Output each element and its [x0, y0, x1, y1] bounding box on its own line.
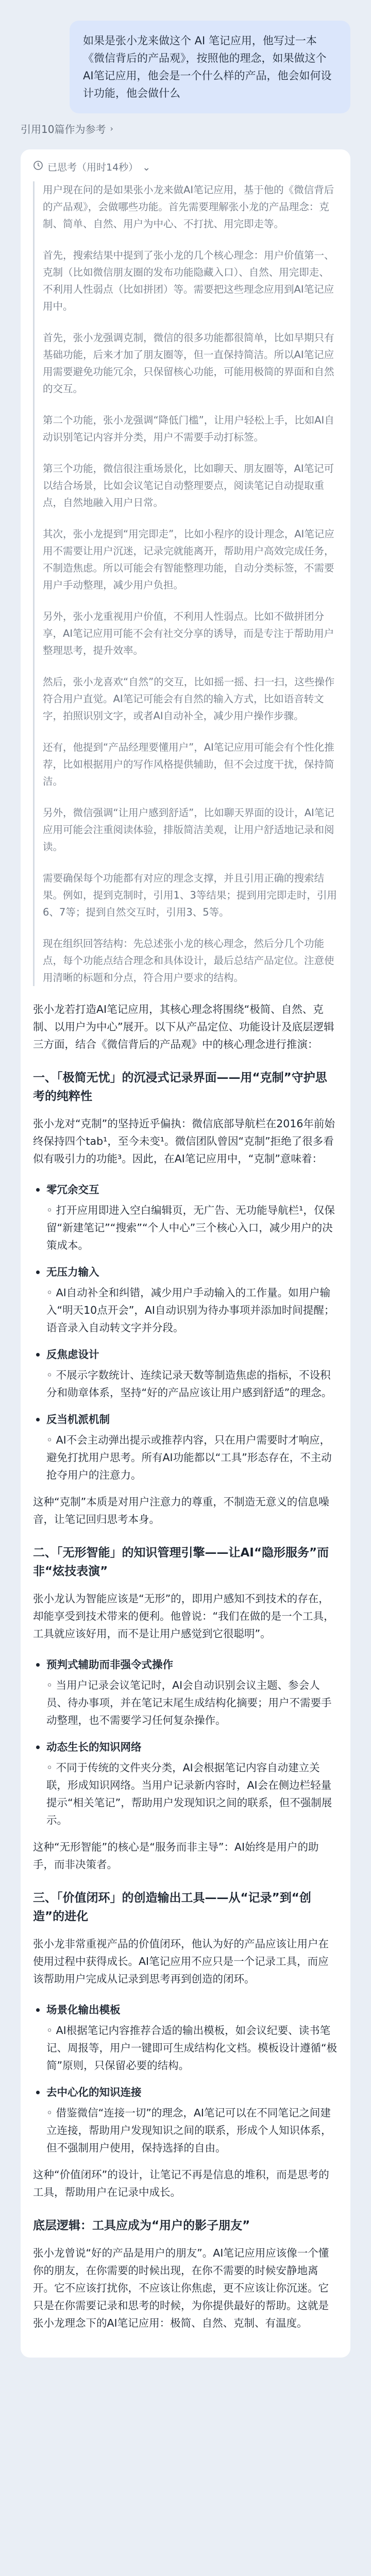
item-text: ◦ 打开应用即进入空白编辑页，无广告、无功能导航栏¹，仅保留“新建笔记”“搜索”“个人中心”三个核心入口，减少用户的决策成本。: [46, 1201, 338, 1254]
item-text: ◦ 不展示字数统计、连续记录天数等制造焦虑的指标，不设积分和勋章体系，坚持“好的产品应该让用户感到舒适”的理念。: [46, 1366, 338, 1401]
section-lead: 张小龙认为智能应该是“无形”的，即用户感知不到技术的存在，却能享受到技术带来的便利。他曾说：“我们在做的是一个工具，工具就应该好用，而不是让用户感觉到它很聪明”。: [33, 1592, 334, 1640]
item-head: 动态生长的知识网络: [46, 1741, 142, 1753]
item-head: 零冗余交互: [46, 1183, 99, 1196]
item-text: ◦ 不同于传统的文件夹分类，AI会根据笔记内容自动建立关联，形成知识网络。当用户记录新内容时，AI会在侧边栏轻量提示“相关笔记”，帮助用户发现知识之间的联系，但不强制展示。: [46, 1759, 338, 1829]
thinking-paragraph: 首先，搜索结果中提到了张小龙的几个核心理念：用户价值第一、克制（比如微信朋友圈的发布功能隐藏入口）、自然、用完即走、不利用人性弱点（比如拼团）等。需要把这些理念应用到AI笔记应用中。: [43, 249, 334, 312]
thinking-paragraph: 现在组织回答结构：先总述张小龙的核心理念，然后分几个功能点，每个功能点结合理念和具体设计，最后总结产品定位。注意使用清晰的标题和分点，符合用户要求的结构。: [43, 938, 334, 984]
item-text: ◦ AI不会主动弹出提示或推荐内容，只在用户需要时才响应，避免打扰用户思考。所有AI功能都以“工具”形态存在，不主动抢夺用户的注意力。: [46, 1431, 338, 1484]
references-toggle[interactable]: [21, 121, 113, 136]
section-lead: 张小龙非常重视产品的价值闭环，他认为好的产品应该让用户在使用过程中获得成长。AI笔记应用不应只是一个记录工具，而应该帮助用户完成从记录到思考再到创造的闭环。: [33, 1938, 329, 1985]
thinking-paragraph: 另外，张小龙重视用户价值，不利用人性弱点。比如不做拼团分享，AI笔记应用可能不会有社交分享的诱导，而是专注于帮助用户整理思考，提升效率。: [43, 611, 334, 656]
list-item: [33, 1656, 338, 1729]
thinking-paragraph: 然后，张小龙喜欢“自然”的交互，比如摇一摇、扫一扫，这些操作符合用户直觉。AI笔记可能会有自然的输入方式，比如语音转文字，拍照识别文字，或者AI自动补全，减少用户操作步骤。: [43, 676, 335, 722]
section-title: 底层逻辑：工具应成为“用户的影子朋友”: [33, 2219, 250, 2232]
chevron-down-icon: ⌄: [142, 162, 151, 173]
list-item: [33, 2083, 338, 2157]
section-list: [33, 2001, 338, 2157]
list-item: [33, 1181, 338, 1254]
list-item: [33, 1738, 338, 1829]
item-head: 预判式辅助而非强令式操作: [46, 1658, 173, 1671]
item-head: 无压力输入: [46, 1266, 99, 1278]
list-item: [33, 1263, 338, 1336]
list-item: [33, 1411, 338, 1484]
section-lead: 张小龙对“克制”的坚持近乎偏执：微信底部导航栏在2016年前始终保持四个tab¹，至今未变¹。微信团队曾因“克制”拒绝了很多看似有吸引力的功能³。因此，在AI笔记应用中，“克制”意味着：: [33, 1117, 335, 1165]
item-text: ◦ AI自动补全和纠错，减少用户手动输入的工作量。如用户输入“明天10点开会”，AI自动识别为待办事项并添加时间提醒；语音录入自动转文字并分段。: [46, 1284, 338, 1336]
thinking-paragraph: 第二个功能，张小龙强调“降低门槛”，让用户轻松上手，比如AI自动识别笔记内容并分类，用户不需要手动打标签。: [43, 414, 334, 443]
section-lead: 张小龙曾说“好的产品是用户的朋友”。AI笔记应用应该像一个懂你的朋友，在你需要的时候出现，在你不需要的时候安静地离开。它不应该打扰你，不应该让你焦虑，更不应该让你沉迷。它只是在你需要记录和思考的时候，为你提供最好的帮助。这就是张小龙理念下的AI笔记应用：极简、自然、克制、有温度。: [33, 2247, 329, 2329]
list-item: [33, 2001, 338, 2074]
section-summary: 这种“克制”本质是对用户注意力的尊重，不制造无意义的信息噪音，让笔记回归思考本身。: [33, 1496, 329, 1526]
references-label: 引用10篇作为参考: [21, 123, 106, 135]
thinking-paragraph: 其次，张小龙提到“用完即走”，比如小程序的设计理念，AI笔记应用不需要让用户沉迷，记录完就能离开，帮助用户高效完成任务，不制造焦虑。所以可能会有智能整理功能，自动分类标签，不需要用户手动整理，减少用户负担。: [43, 528, 334, 591]
section-list: [33, 1656, 338, 1829]
section-title: 三、「价值闭环」的创造输出工具——从“记录”到“创造”的进化: [33, 1891, 311, 1923]
item-head: 去中心化的知识连接: [46, 2086, 142, 2098]
item-head: 反焦虑设计: [46, 1348, 99, 1361]
item-head: 场景化输出模板: [46, 2004, 121, 2016]
list-item: [33, 1346, 338, 1401]
thinking-paragraph: 首先，张小龙强调克制，微信的很多功能都很简单，比如早期只有基础功能，后来才加了朋友圈等，但一直保持简洁。所以AI笔记应用需要避免功能冗余，只保留核心功能，可能用极简的界面和自然的交互。: [43, 332, 334, 395]
item-text: ◦ AI根据笔记内容推荐合适的输出模板，如会议纪要、读书笔记、周报等，用户一键即可生成结构化文档。模板设计遵循“极简”原则，只保留必要的结构。: [46, 2022, 338, 2074]
thinking-paragraph: 第三个功能，微信很注重场景化，比如聊天、朋友圈等，AI笔记可以结合场景，比如会议笔记自动整理要点，阅读笔记自动提取重点，自然地融入用户日常。: [43, 463, 334, 509]
thinking-paragraph: 还有，他提到“产品经理要懂用户”，AI笔记应用可能会有个性化推荐，比如根据用户的写作风格提供辅助，但不会过度干扰，保持简洁。: [43, 741, 334, 787]
thinking-content: [33, 181, 338, 986]
section-summary: 这种“价值闭环”的设计，让笔记不再是信息的堆积，而是思考的工具，帮助用户在记录中成长。: [33, 2168, 329, 2198]
answer-intro: 张小龙若打造AI笔记应用，其核心理念将围绕“极简、自然、克制、以用户为中心”展开。以下从产品定位、功能设计及底层逻辑三方面，结合《微信背后的产品观》中的核心理念进行推演：: [33, 1003, 334, 1050]
item-head: 反当机派机制: [46, 1413, 110, 1426]
section-title: 一、「极简无忧」的沉浸式记录界面——用“克制”守护思考的纯粹性: [33, 1071, 327, 1103]
item-text: ◦ 借鉴微信“连接一切”的理念，AI笔记可以在不同笔记之间建立连接，帮助用户发现知识之间的联系，形成个人知识体系，但不强制用户使用，保持选择的自由。: [46, 2104, 338, 2157]
thinking-paragraph: 用户现在问的是如果张小龙来做AI笔记应用，基于他的《微信背后的产品观》，会做哪些功能。首先需要理解张小龙的产品理念：克制、简单、自然、用户为中心、不打扰、用完即走等。: [43, 184, 334, 230]
thinking-label: 已思考（用时14秒）: [47, 162, 139, 173]
chevron-right-icon: ›: [110, 124, 113, 133]
thinking-header[interactable]: [33, 159, 338, 176]
user-query-bubble: 如果是张小龙来做这个 AI 笔记应用，他写过一本《微信背后的产品观》，按照他的理念，如果做这个AI笔记应用，他会是一个什么样的产品，他会如何设计功能，他会做什么: [70, 21, 350, 113]
final-answer: [33, 1001, 338, 2332]
section-list: [33, 1181, 338, 1484]
assistant-answer: [21, 149, 350, 2358]
thinking-paragraph: 需要确保每个功能都有对应的理念支撑，并且引用正确的搜索结果。例如，提到克制时，引用1、3等结果；提到用完即走时，引用6、7等；提到自然交互时，引用3、5等。: [43, 872, 337, 918]
section-summary: 这种“无形智能”的核心是“服务而非主导”：AI始终是用户的助手，而非决策者。: [33, 1841, 319, 1871]
thinking-icon: [33, 159, 43, 176]
thinking-paragraph: 另外，微信强调“让用户感到舒适”，比如聊天界面的设计，AI笔记应用可能会注重阅读体验，排版简洁美观，让用户舒适地记录和阅读。: [43, 807, 334, 853]
section-title: 二、「无形智能」的知识管理引擎——让AI“隐形服务”而非“炫技表演”: [33, 1546, 329, 1578]
item-text: ◦ 当用户记录会议笔记时，AI会自动识别会议主题、参会人员、待办事项，并在笔记末尾生成结构化摘要；用户不需要手动整理，也不需要学习任何复杂操作。: [46, 1676, 338, 1729]
